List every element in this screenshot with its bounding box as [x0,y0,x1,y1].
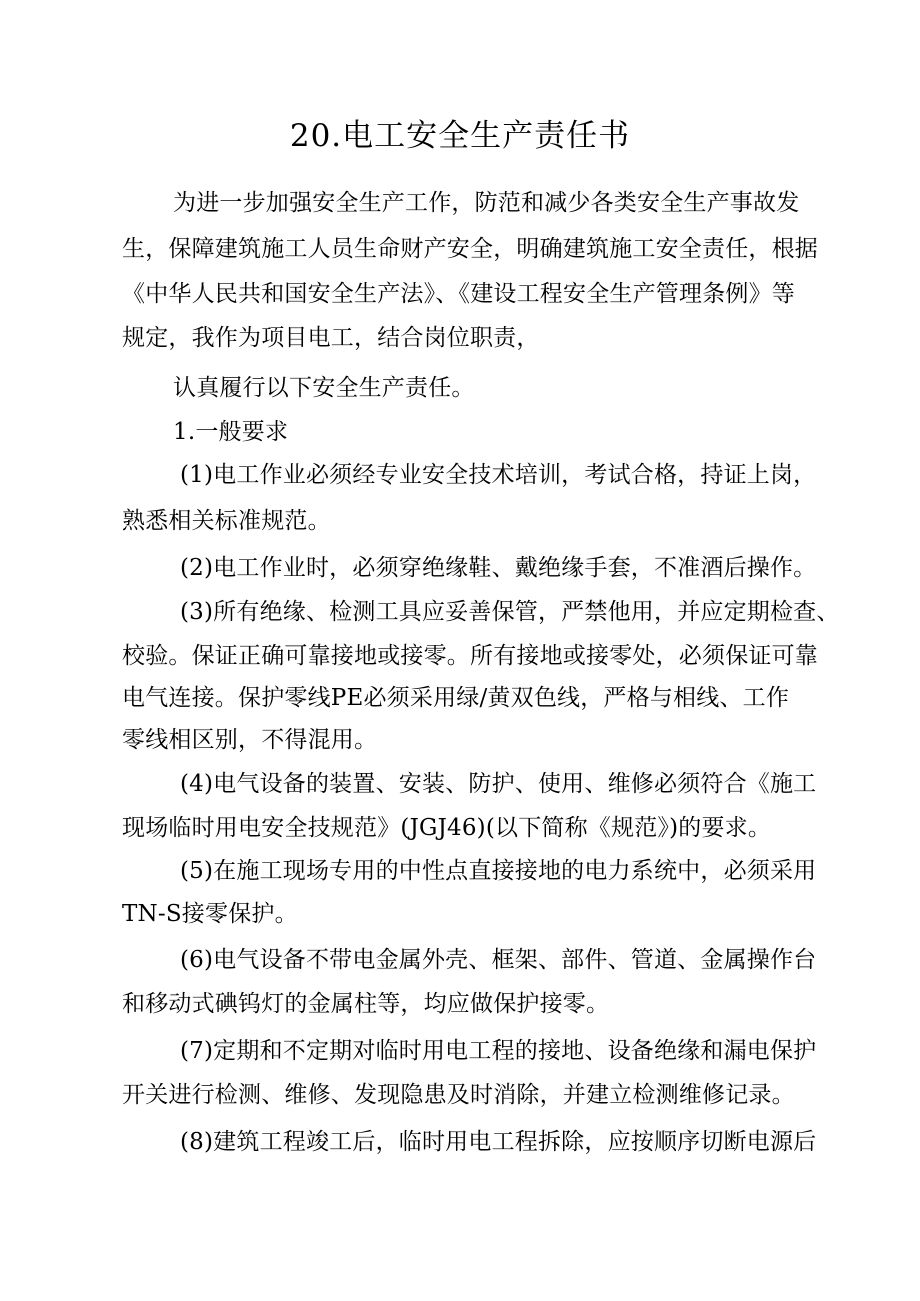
body-line-5: 认真履行以下安全生产责任。 [173,375,475,401]
body-line-21: 开关进行检测、维修、发现隐患及时消除，并建立检测维修记录。 [122,1082,795,1108]
body-line-20: (7)定期和不定期对临时用电工程的接地、设备绝缘和漏电保护 [180,1038,817,1064]
body-line-9: (2)电工作业时，必须穿绝缘鞋、戴绝缘手套，不准酒后操作。 [180,555,817,581]
body-line-7: (1)电工作业必须经专业安全技术培训，考试合格，持证上岗， [180,462,817,488]
body-line-2: 生，保障建筑施工人员生命财产安全，明确建筑施工安全责任，根据 [122,236,818,262]
body-line-3: 《中华人民共和国安全生产法》、《建设工程安全生产管理条例》等 [122,281,795,307]
body-line-10: (3)所有绝缘、检测工具应妥善保管，严禁他用，并应定期检查、 [180,599,840,625]
body-line-14: (4)电气设备的装置、安装、防护、使用、维修必须符合《施工 [180,771,817,797]
body-line-4: 规定，我作为项目电工，结合岗位职责， [122,325,540,351]
section-heading: 1.一般要求 [173,419,289,445]
body-line-11: 校验。保证正确可靠接地或接零。所有接地或接零处，必须保证可靠 [122,643,818,669]
body-line-22: (8)建筑工程竣工后，临时用电工程拆除，应按顺序切断电源后 [180,1129,817,1155]
body-line-12: 电气连接。保护零线PE必须采用绿/黄双色线，严格与相线、工作 [122,685,790,711]
body-line-19: 和移动式碘钨灯的金属柱等，均应做保护接零。 [122,991,610,1017]
body-line-1: 为进一步加强安全生产工作，防范和减少各类安全生产事故发 [173,190,800,216]
document-title: 20.电工安全生产责任书 [289,118,631,154]
body-line-15: 现场临时用电安全技规范》(JGJ46)(以下简称《规范》)的要求。 [122,815,772,841]
body-line-16: (5)在施工现场专用的中性点直接接地的电力系统中，必须采用 [180,858,817,884]
body-line-13: 零线相区别，不得混用。 [122,727,378,753]
body-line-17: TN-S接零保护。 [122,901,298,927]
body-line-18: (6)电气设备不带电金属外壳、框架、部件、管道、金属操作台 [180,947,817,973]
body-line-8: 熟悉相关标准规范。 [122,508,331,534]
